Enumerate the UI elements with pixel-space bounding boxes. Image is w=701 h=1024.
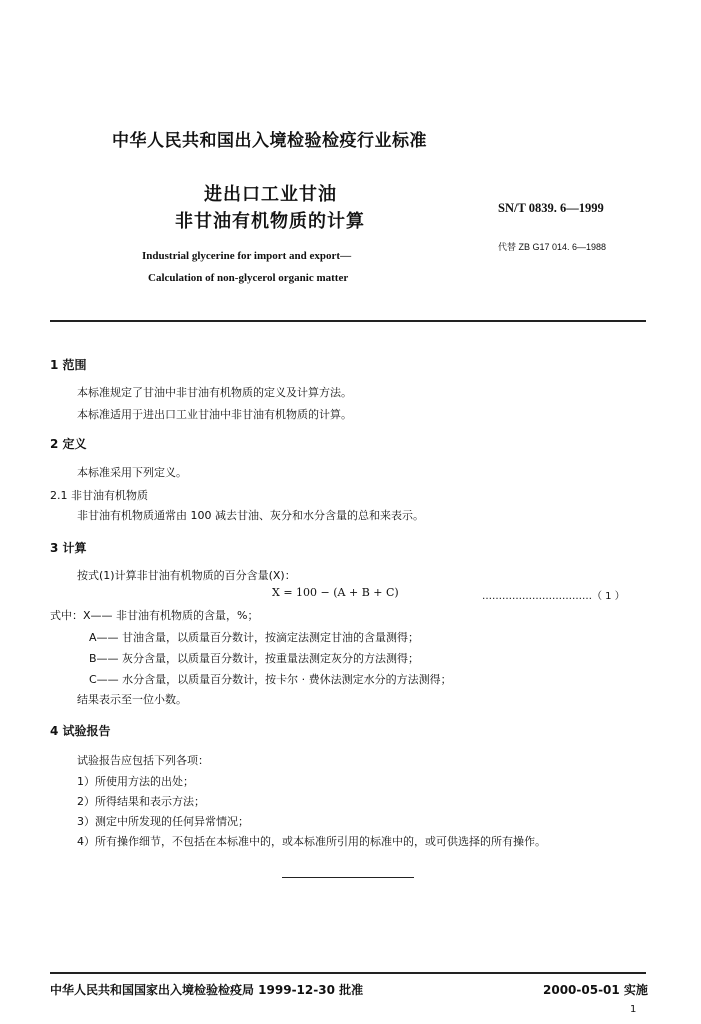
standard-number: SN/T 0839. 6—1999 (498, 201, 604, 215)
section-1-paragraph-2: 本标准适用于进出口工业甘油中非甘油有机物质的计算。 (77, 408, 352, 421)
formula-number: ……………………………（ 1 ） (482, 591, 625, 602)
section-2-paragraph-1: 本标准采用下列定义。 (77, 466, 187, 479)
footer-approval: 中华人民共和国国家出入境检验检疫局 1999-12-30 批准 (50, 983, 364, 997)
document-title-zh-line1: 进出口工业甘油 (204, 184, 337, 205)
end-of-text-rule (282, 877, 414, 878)
section-2-1-heading: 2.1 非甘油有机物质 (50, 489, 148, 502)
section-2-heading: 2 定义 (50, 437, 87, 451)
document-title-zh-line2: 非甘油有机物质的计算 (175, 211, 365, 232)
section-2-1-paragraph: 非甘油有机物质通常由 100 减去甘油、灰分和水分含量的总和来表示。 (77, 509, 424, 522)
section-1-paragraph-1: 本标准规定了甘油中非甘油有机物质的定义及计算方法。 (77, 386, 352, 399)
document-title-en-line2: Calculation of non-glycerol organic matter (148, 272, 349, 284)
formula-def-a: A—— 甘油含量，以质量百分数计，按滴定法测定甘油的含量测得； (89, 631, 420, 644)
section-4-intro: 试验报告应包括下列各项： (77, 754, 209, 767)
list-item: 2）所得结果和表示方法； (77, 795, 205, 808)
page-number: 1 (630, 1004, 637, 1015)
list-item: 4）所有操作细节，不包括在本标准中的，或本标准所引用的标准中的，或可供选择的所有操作。 (77, 835, 546, 848)
footer-divider (50, 972, 646, 974)
formula: X = 100 − (A + B + C) (272, 586, 399, 599)
section-3-heading: 3 计算 (50, 541, 87, 555)
replaces-standard: 代替 ZB G17 014. 6—1988 (498, 242, 607, 252)
standard-header-org: 中华人民共和国出入境检验检疫行业标准 (112, 131, 427, 151)
list-item: 3）测定中所发现的任何异常情况； (77, 815, 249, 828)
list-item: 1）所使用方法的出处； (77, 775, 194, 788)
footer-effective-date: 2000-05-01 实施 (543, 983, 648, 997)
section-1-heading: 1 范围 (50, 358, 87, 372)
header-divider (50, 320, 646, 322)
section-4-heading: 4 试验报告 (50, 724, 111, 738)
document-title-en-line1: Industrial glycerine for import and export— (142, 250, 352, 262)
formula-def-c: C—— 水分含量，以质量百分数计，按卡尔 · 费休法测定水分的方法测得； (89, 673, 452, 686)
formula-where: 式中：X—— 非甘油有机物质的含量，%； (50, 609, 259, 622)
result-precision: 结果表示至一位小数。 (77, 693, 187, 706)
section-3-intro: 按式(1)计算非甘油有机物质的百分含量(X)： (77, 569, 296, 582)
formula-def-b: B—— 灰分含量，以质量百分数计，按重量法测定灰分的方法测得； (89, 652, 420, 665)
